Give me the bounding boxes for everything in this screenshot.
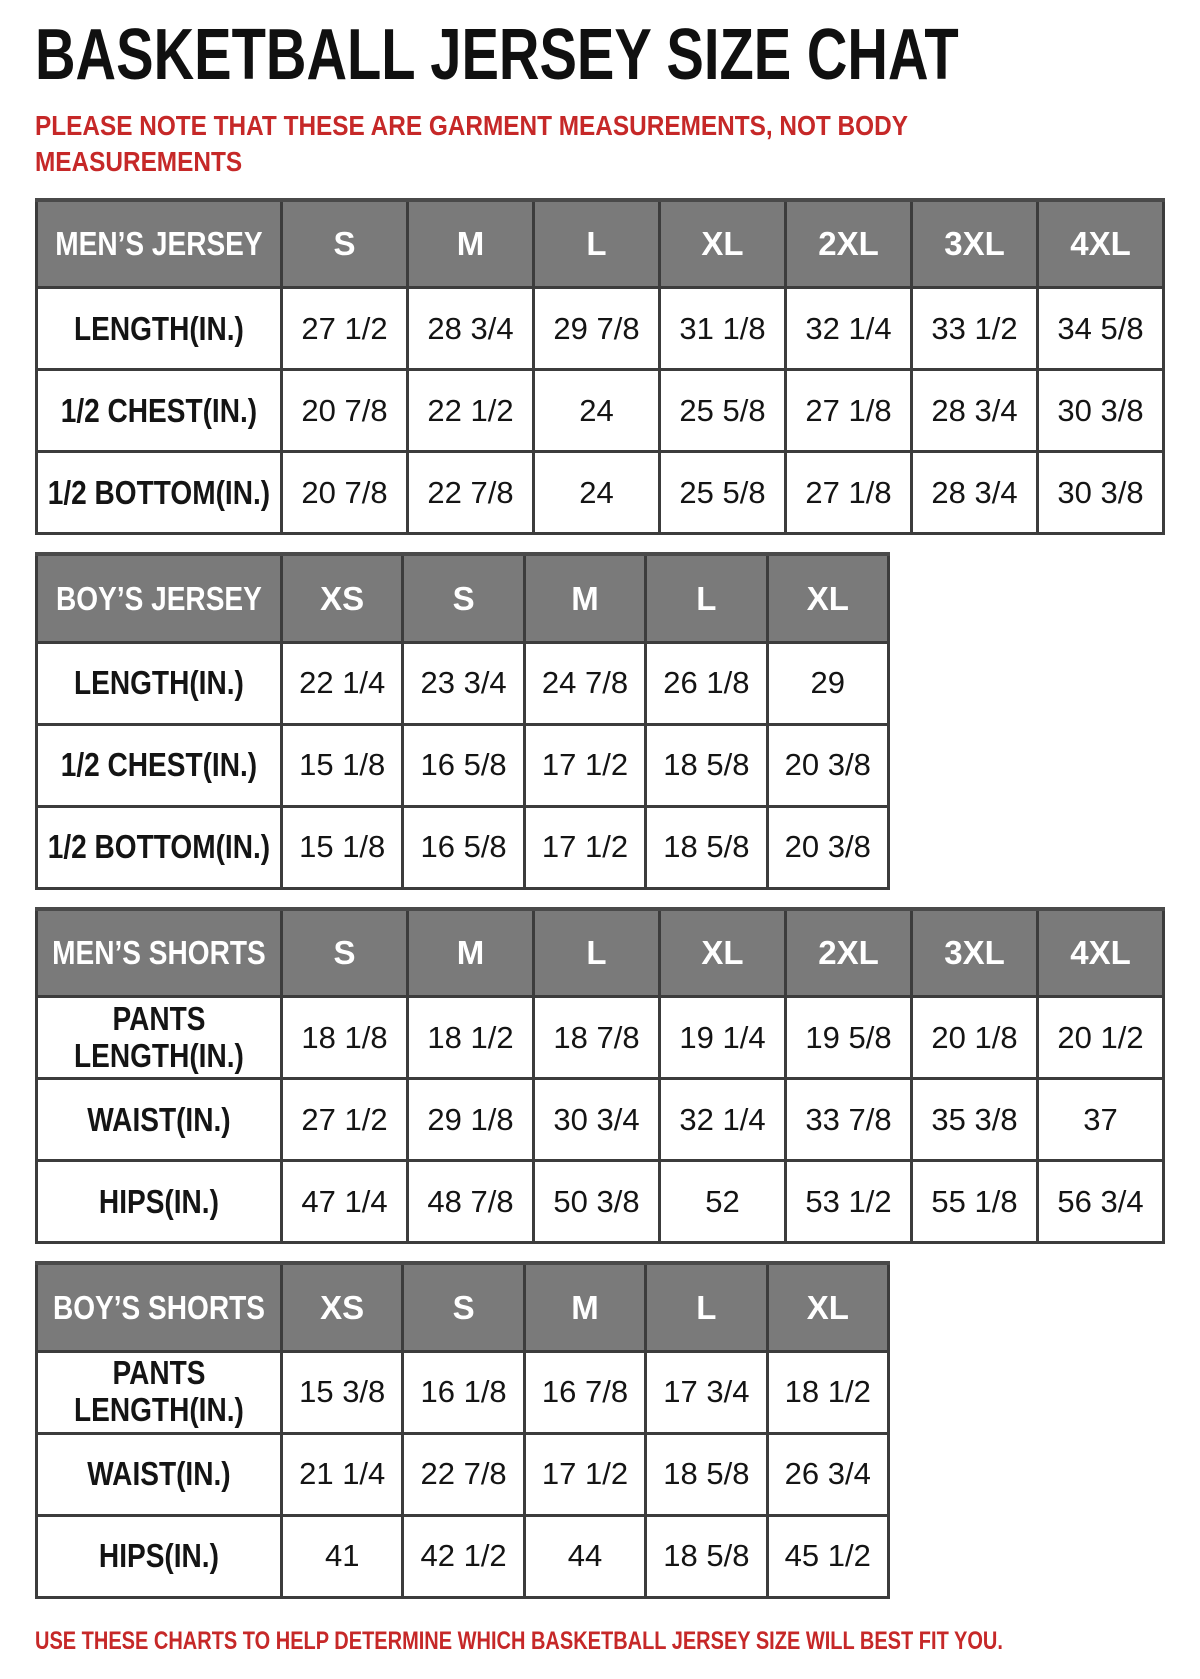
measurement-value: 32 1/4 bbox=[660, 1079, 786, 1161]
measurement-value: 16 5/8 bbox=[403, 724, 524, 806]
measurement-value: 18 1/2 bbox=[408, 997, 534, 1079]
measurement-value: 27 1/8 bbox=[786, 370, 912, 452]
measurement-label: HIPS(IN.) bbox=[37, 1515, 282, 1597]
measurement-value: 42 1/2 bbox=[403, 1515, 524, 1597]
measurement-label: 1/2 CHEST(IN.) bbox=[37, 724, 282, 806]
measurement-value: 20 1/8 bbox=[912, 997, 1038, 1079]
boys-jersey-table bbox=[35, 552, 890, 890]
measurement-value: 25 5/8 bbox=[660, 452, 786, 534]
measurement-value: 23 3/4 bbox=[403, 642, 524, 724]
garment-note bbox=[35, 108, 1049, 181]
measurement-value: 30 3/8 bbox=[1038, 370, 1164, 452]
measurement-value: 50 3/8 bbox=[534, 1161, 660, 1243]
size-column-header: XL bbox=[767, 1263, 888, 1351]
measurement-value: 26 3/4 bbox=[767, 1433, 888, 1515]
measurement-value: 27 1/2 bbox=[282, 288, 408, 370]
measurement-value: 20 3/8 bbox=[767, 724, 888, 806]
measurement-value: 24 bbox=[534, 452, 660, 534]
table-title-cell: MEN’S SHORTS bbox=[37, 909, 282, 997]
measurement-label: 1/2 CHEST(IN.) bbox=[37, 370, 282, 452]
size-column-header: 3XL bbox=[912, 200, 1038, 288]
measurement-value: 28 3/4 bbox=[912, 452, 1038, 534]
measurement-value: 18 5/8 bbox=[646, 724, 767, 806]
measurement-value: 16 1/8 bbox=[403, 1351, 524, 1433]
measurement-value: 18 1/2 bbox=[767, 1351, 888, 1433]
measurement-row bbox=[37, 997, 1164, 1079]
measurement-value: 26 1/8 bbox=[646, 642, 767, 724]
measurement-row bbox=[37, 1079, 1164, 1161]
measurement-value: 15 3/8 bbox=[282, 1351, 403, 1433]
measurement-value: 20 3/8 bbox=[767, 806, 888, 888]
measurement-value: 22 1/4 bbox=[282, 642, 403, 724]
size-column-header: M bbox=[408, 909, 534, 997]
measurement-value: 29 7/8 bbox=[534, 288, 660, 370]
measurement-value: 30 3/8 bbox=[1038, 452, 1164, 534]
measurement-value: 56 3/4 bbox=[1038, 1161, 1164, 1243]
measurement-value: 18 5/8 bbox=[646, 1515, 767, 1597]
size-column-header: 3XL bbox=[912, 909, 1038, 997]
footer-note: USE THESE CHARTS TO HELP DETERMINE WHICH BASKETBALL JERSEY SIZE WILL BEST FIT YOU. bbox=[35, 1626, 1003, 1655]
measurement-value: 27 1/2 bbox=[282, 1079, 408, 1161]
measurement-value: 27 1/8 bbox=[786, 452, 912, 534]
size-header-row bbox=[37, 1263, 889, 1351]
measurement-value: 33 7/8 bbox=[786, 1079, 912, 1161]
measurement-value: 16 7/8 bbox=[524, 1351, 645, 1433]
table-title-cell: BOY’S JERSEY bbox=[37, 554, 282, 642]
measurement-value: 15 1/8 bbox=[282, 806, 403, 888]
measurement-value: 41 bbox=[282, 1515, 403, 1597]
measurement-value: 45 1/2 bbox=[767, 1515, 888, 1597]
size-column-header: S bbox=[403, 554, 524, 642]
measurement-row bbox=[37, 1351, 889, 1433]
size-column-header: M bbox=[408, 200, 534, 288]
measurement-value: 20 7/8 bbox=[282, 452, 408, 534]
size-column-header: M bbox=[524, 554, 645, 642]
boys-shorts-table bbox=[35, 1261, 890, 1599]
measurement-row bbox=[37, 1161, 1164, 1243]
measurement-value: 18 1/8 bbox=[282, 997, 408, 1079]
measurement-value: 29 1/8 bbox=[408, 1079, 534, 1161]
table-title-cell: BOY’S SHORTS bbox=[37, 1263, 282, 1351]
measurement-label: PANTS LENGTH(IN.) bbox=[37, 997, 282, 1079]
measurement-value: 17 3/4 bbox=[646, 1351, 767, 1433]
measurement-value: 32 1/4 bbox=[786, 288, 912, 370]
measurement-value: 53 1/2 bbox=[786, 1161, 912, 1243]
measurement-value: 22 1/2 bbox=[408, 370, 534, 452]
measurement-value: 24 7/8 bbox=[524, 642, 645, 724]
measurement-label: PANTS LENGTH(IN.) bbox=[37, 1351, 282, 1433]
measurement-row bbox=[37, 370, 1164, 452]
measurement-label: WAIST(IN.) bbox=[37, 1079, 282, 1161]
measurement-value: 47 1/4 bbox=[282, 1161, 408, 1243]
measurement-value: 37 bbox=[1038, 1079, 1164, 1161]
mens-jersey-table bbox=[35, 198, 1165, 536]
measurement-value: 55 1/8 bbox=[912, 1161, 1038, 1243]
measurement-value: 25 5/8 bbox=[660, 370, 786, 452]
size-column-header: 4XL bbox=[1038, 200, 1164, 288]
measurement-label: HIPS(IN.) bbox=[37, 1161, 282, 1243]
measurement-value: 21 1/4 bbox=[282, 1433, 403, 1515]
size-column-header: M bbox=[524, 1263, 645, 1351]
size-header-row bbox=[37, 554, 889, 642]
size-column-header: 4XL bbox=[1038, 909, 1164, 997]
measurement-row bbox=[37, 1515, 889, 1597]
size-column-header: S bbox=[282, 200, 408, 288]
measurement-value: 48 7/8 bbox=[408, 1161, 534, 1243]
measurement-value: 24 bbox=[534, 370, 660, 452]
size-column-header: L bbox=[534, 200, 660, 288]
measurement-value: 28 3/4 bbox=[408, 288, 534, 370]
garment-note-line1: PLEASE NOTE THAT THESE ARE GARMENT MEASUREMENTS, NOT BODY bbox=[35, 110, 908, 141]
measurement-row bbox=[37, 642, 889, 724]
measurement-value: 31 1/8 bbox=[660, 288, 786, 370]
size-column-header: S bbox=[282, 909, 408, 997]
measurement-value: 28 3/4 bbox=[912, 370, 1038, 452]
measurement-value: 20 7/8 bbox=[282, 370, 408, 452]
size-column-header: 2XL bbox=[786, 909, 912, 997]
garment-note-line2: MEASUREMENTS bbox=[35, 146, 243, 178]
table-title-cell: MEN’S JERSEY bbox=[37, 200, 282, 288]
measurement-value: 19 1/4 bbox=[660, 997, 786, 1079]
measurement-value: 18 5/8 bbox=[646, 1433, 767, 1515]
measurement-value: 19 5/8 bbox=[786, 997, 912, 1079]
size-column-header: 2XL bbox=[786, 200, 912, 288]
size-column-header: XL bbox=[660, 909, 786, 997]
measurement-label: LENGTH(IN.) bbox=[37, 288, 282, 370]
measurement-value: 30 3/4 bbox=[534, 1079, 660, 1161]
measurement-value: 17 1/2 bbox=[524, 1433, 645, 1515]
measurement-row bbox=[37, 288, 1164, 370]
size-column-header: L bbox=[534, 909, 660, 997]
measurement-label: 1/2 BOTTOM(IN.) bbox=[37, 452, 282, 534]
measurement-value: 20 1/2 bbox=[1038, 997, 1164, 1079]
size-header-row bbox=[37, 200, 1164, 288]
measurement-row bbox=[37, 452, 1164, 534]
size-column-header: L bbox=[646, 554, 767, 642]
measurement-value: 18 7/8 bbox=[534, 997, 660, 1079]
measurement-row bbox=[37, 1433, 889, 1515]
size-column-header: XS bbox=[282, 1263, 403, 1351]
size-header-row bbox=[37, 909, 1164, 997]
measurement-value: 22 7/8 bbox=[408, 452, 534, 534]
measurement-label: 1/2 BOTTOM(IN.) bbox=[37, 806, 282, 888]
measurement-value: 16 5/8 bbox=[403, 806, 524, 888]
measurement-value: 44 bbox=[524, 1515, 645, 1597]
measurement-row bbox=[37, 806, 889, 888]
measurement-value: 33 1/2 bbox=[912, 288, 1038, 370]
measurement-value: 35 3/8 bbox=[912, 1079, 1038, 1161]
mens-shorts-table bbox=[35, 907, 1165, 1245]
size-column-header: L bbox=[646, 1263, 767, 1351]
size-column-header: XL bbox=[660, 200, 786, 288]
measurement-value: 22 7/8 bbox=[403, 1433, 524, 1515]
measurement-label: LENGTH(IN.) bbox=[37, 642, 282, 724]
size-column-header: XL bbox=[767, 554, 888, 642]
size-column-header: S bbox=[403, 1263, 524, 1351]
measurement-label: WAIST(IN.) bbox=[37, 1433, 282, 1515]
measurement-value: 18 5/8 bbox=[646, 806, 767, 888]
page-title: BASKETBALL JERSEY SIZE CHAT bbox=[35, 15, 959, 95]
measurement-value: 52 bbox=[660, 1161, 786, 1243]
measurement-value: 17 1/2 bbox=[524, 724, 645, 806]
measurement-value: 15 1/8 bbox=[282, 724, 403, 806]
measurement-value: 34 5/8 bbox=[1038, 288, 1164, 370]
measurement-row bbox=[37, 724, 889, 806]
measurement-value: 29 bbox=[767, 642, 888, 724]
measurement-value: 17 1/2 bbox=[524, 806, 645, 888]
size-column-header: XS bbox=[282, 554, 403, 642]
